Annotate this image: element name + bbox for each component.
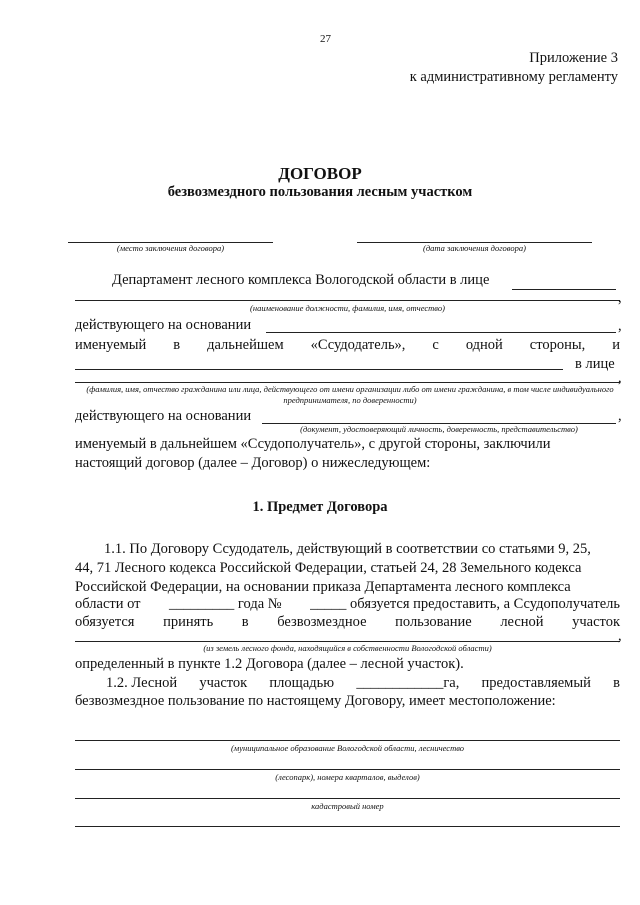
p1-line-5: обязуется принять в безвозмездное пользование лесной участок <box>75 614 620 630</box>
cadastral-caption: кадастровый номер <box>311 801 384 811</box>
named-lender-line: именуемый в дальнейшем «Ссудодатель», с одной стороны, и <box>75 337 620 353</box>
cadastral-line <box>75 798 620 799</box>
counterparty-line <box>75 369 563 370</box>
forest-park-line <box>75 769 620 770</box>
section-1-heading: 1. Предмет Договора <box>252 499 388 515</box>
municipal-caption: (муниципальное образование Вологодской области, лесничество <box>230 743 465 753</box>
p2-line-2: безвозмездное пользование по настоящему Договору, имеет местоположение: <box>75 693 556 709</box>
acting-basis-1: действующего на основании <box>75 317 252 333</box>
forest-park-caption: (лесопарк), номера кварталов, выделов) <box>275 772 420 782</box>
appendix-line-1: Приложение 3 <box>529 50 618 66</box>
basis-line-1 <box>266 332 616 333</box>
dept-blank-line <box>512 289 616 290</box>
p1-line-6: определенный в пункте 1.2 Договора (далее – лесной участок). <box>75 656 464 672</box>
place-caption: (место заключения договора) <box>116 243 225 253</box>
p1-line-1: 1.1. По Договору Ссудодатель, действующий в соответствии со статьями 9, 25, <box>104 541 591 557</box>
municipal-line <box>75 740 620 741</box>
position-line <box>75 300 620 301</box>
p2-line-1: 1.2. Лесной участок площадью ____________га, предоставляемый в <box>106 675 620 691</box>
citizen-caption: (фамилия, имя, отчество гражданина или лица, действующего от имени организации либо от имени гражданина, в том числе индивидуального предпринимателя, по доверенности) <box>86 384 614 405</box>
acting-basis-2: действующего на основании <box>75 408 252 424</box>
final-line <box>75 826 620 827</box>
p1-line-4: области от _________ года № _____ обязуется предоставить, а Ссудополучатель <box>75 596 620 612</box>
position-caption: (наименование должности, фамилия, имя, отчество) <box>250 303 445 313</box>
page-number: 27 <box>320 33 331 45</box>
citizen-line <box>75 382 620 383</box>
p1-line-3: Российской Федерации, на основании приказа Департамента лесного комплекса <box>75 579 571 595</box>
in-person-text: в лице <box>575 356 615 372</box>
document-title: ДОГОВОР <box>278 164 362 183</box>
document-subtitle: безвозмездного пользования лесным участком <box>167 184 473 200</box>
document-caption: (документ, удостоверяющий личность, доверенность, представительство) <box>300 424 578 434</box>
appendix-line-2: к административному регламенту <box>409 69 618 85</box>
agreement-line: настоящий договор (далее – Договор) о нижеследующем: <box>75 455 431 471</box>
lands-caption: (из земель лесного фонда, находящийся в собственности Вологодской области) <box>203 643 492 653</box>
p1-line-2: 44, 71 Лесного кодекса Российской Федерации, статьей 24, 28 Земельного кодекса <box>75 560 582 576</box>
department-text: Департамент лесного комплекса Вологодской области в лице <box>112 272 490 288</box>
plot-line <box>75 641 620 642</box>
recipient-line: именуемый в дальнейшем «Ссудополучатель», с другой стороны, заключили <box>75 436 551 452</box>
date-caption: (дата заключения договора) <box>423 243 526 253</box>
